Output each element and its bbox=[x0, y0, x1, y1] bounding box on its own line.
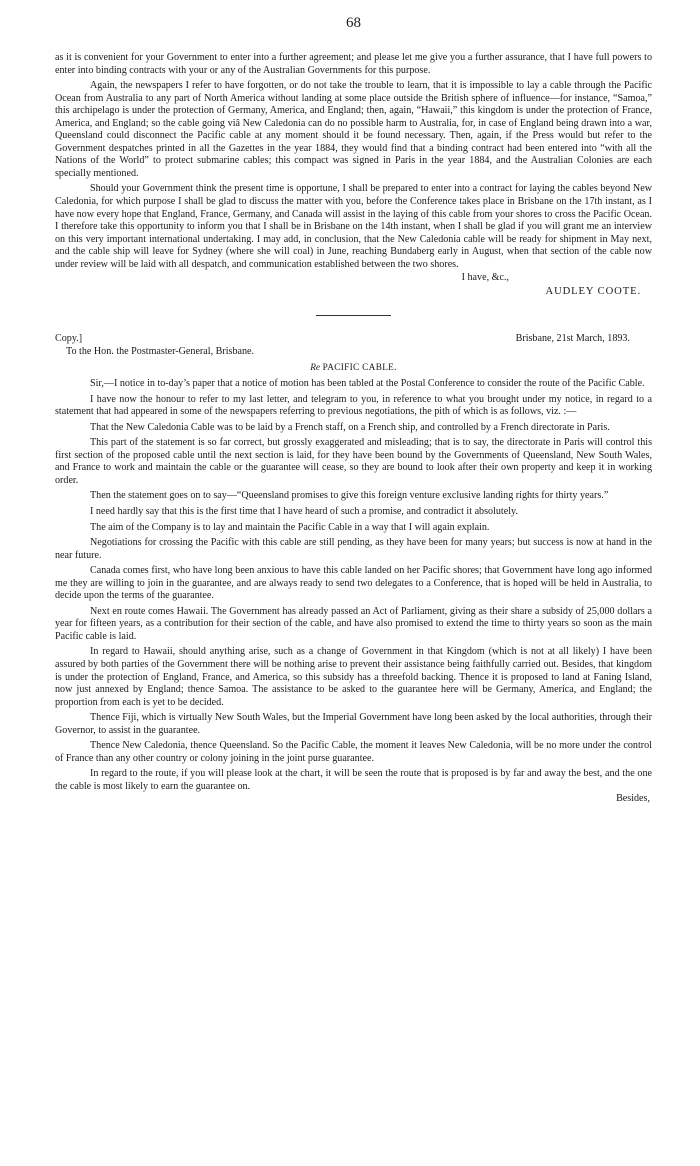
paragraph: This part of the statement is so far correct, but grossly exaggerated and misleading; that is to say, the directorate in Paris will control this first section of the proposed cable until the next section is laid, for they have been bound by the Governments of Queensland, New South Wales, and France to work and maintain the cable or the guarantee will cease, so they are bound to look after their own property and keep it in working order. bbox=[55, 437, 652, 486]
paragraph: I need hardly say that this is the first time that I have heard of such a promise, and contradict it absolutely. bbox=[90, 505, 518, 517]
subject-line bbox=[55, 362, 652, 375]
page-number: 68 bbox=[346, 15, 361, 31]
letter bbox=[55, 333, 652, 806]
letter-date: Brisbane, 21st March, 1893. bbox=[515, 333, 630, 345]
paragraph: Next en route comes Hawaii. The Government has already passed an Act of Parliament, giving as their share a subsidy of 25,000 dollars a year for fifteen years, as a contribution for their section of the cable, and have also promised to extend the time to thirty years so soon as the main Pacific cable is laid. bbox=[55, 605, 652, 642]
paragraph: That the New Caledonia Cable was to be laid by a French staff, on a French ship, and controlled by a French directorate in Paris. bbox=[90, 421, 610, 433]
paragraph: Thence Fiji, which is virtually New South Wales, but the Imperial Government have long been asked by the local authorities, through their Governor, to assist in the guarantee. bbox=[55, 712, 652, 736]
addressee: To the Hon. the Postmaster-General, Brisbane. bbox=[66, 345, 255, 357]
catchword: Besides, bbox=[616, 793, 650, 805]
previous-letter-body bbox=[55, 52, 652, 298]
paragraph: Canada comes first, who have long been anxious to have this cable landed on her Pacific shores; that Government have long ago informed me they are willing to join in the guarantee, and are always ready to send two delegates to a Conference, that is hoped will be held in Australia, to decide upon the terms of the guarantee. bbox=[55, 565, 652, 602]
paragraph: Thence New Caledonia, thence Queensland. So the Pacific Cable, the moment it leaves New Caledonia, will be no more under the control of France than any other country or colony joining in the joint purse guarantee. bbox=[55, 740, 652, 764]
paragraph: In regard to the route, if you will please look at the chart, it will be seen the route that is proposed is by far and away the best, and the one the cable is most likely to earn the guarantee on. bbox=[55, 768, 652, 792]
paragraph: Should your Government think the present time is opportune, I shall be prepared to enter into a contract for laying the cables beyond New Caledonia, for which purpose I shall be glad to discuss the matter with you, before the Conference takes place in Brisbane on the 17th instant, as I have now every hope that England, France, Germany, and Canada will assist in the laying of this cable from your shores to cross the Pacific Ocean. I therefore take this opportunity to inform you that I shall be in Brisbane on the 14th instant, when I shall be glad if you will grant me an interview on this very important international undertaking. I may add, in conclusion, that the New Caledonia cable will be ready for shipment in May next, and the cable ship will leave for Sydney (where she will coal) in June, reaching Bundaberg early in August, when that section of the cable now under review will be laid with all despatch, and communication established between the two shores. bbox=[55, 183, 652, 270]
subject-title: PACIFIC CABLE. bbox=[322, 363, 397, 374]
section-divider bbox=[316, 315, 391, 316]
subject-prefix: Re bbox=[310, 363, 321, 374]
paragraph: as it is convenient for your Government to enter into a further agreement; and please let me give you a further assurance, that I have full powers to enter into binding contracts with your or any of the Australian Governments for this purpose. bbox=[55, 52, 652, 76]
signature: AUDLEY COOTE. bbox=[545, 285, 641, 297]
paragraph: I have now the honour to refer to my last letter, and telegram to you, in reference to what you brought under my notice, in regard to a statement that had appeared in some of the newspapers referring to previous negotiations, the pith of which is as follows, viz. :— bbox=[55, 393, 652, 418]
paragraph: Negotiations for crossing the Pacific with this cable are still pending, as they have been for many years; but success is now at hand in the near future. bbox=[55, 537, 652, 561]
closing-line: I have, &c., bbox=[461, 272, 509, 284]
letter-header bbox=[55, 333, 652, 346]
paragraph: Sir,—I notice in to-day’s paper that a notice of motion has been tabled at the Postal Conference to consider the route of the Pacific Cable. bbox=[90, 378, 645, 390]
paragraph: In regard to Hawaii, should anything arise, such as a change of Government in that Kingdom (which is not at all likely) I have been assured by both parties of the Government there will be nothing arise to prevent their assistance being faithfully carried out. Besides, that kingdom is under the protection of England, France, and America, so this subsidy has a threefold backing. Thence it is proposed to land at Faning Island, now just annexed by England; thence Samoa. The assistance to be asked to the guarantee here will be Germany, America, and England; the proportion from each is yet to be decided. bbox=[55, 646, 652, 708]
paragraph: The aim of the Company is to lay and maintain the Pacific Cable in a way that I will again explain. bbox=[90, 521, 490, 533]
paragraph: Then the statement goes on to say—“Queensland promises to give this foreign venture exclusive landing rights for thirty years.” bbox=[90, 490, 609, 502]
paragraph: Again, the newspapers I refer to have forgotten, or do not take the trouble to learn, that it is impossible to lay a cable through the Pacific Ocean from Australia to any part of North America without landing at some place outside the British sphere of influence—for instance, “Samoa,” this archipelago is under the protection of Germany, America, and England; then, again, “Hawaii,” this kingdom is under the protection of France, America, and England; so the cable going viâ New Caledonia can do no possible harm to Australia, for, in case of England being drawn into a war, Queensland could disconnect the Pacific cable at any moment should it be found necessary. Then, again, if the Press would but refer to the Government despatches printed in all the Gazettes in the year 1884, they would find that a binding contract had been entered into “with all the Nations of the World” to protect submarine cables; this compact was signed in Paris in the year 1884, and the Australian Colonies are each specially mentioned. bbox=[55, 80, 652, 179]
copy-label: Copy.] bbox=[55, 333, 83, 345]
